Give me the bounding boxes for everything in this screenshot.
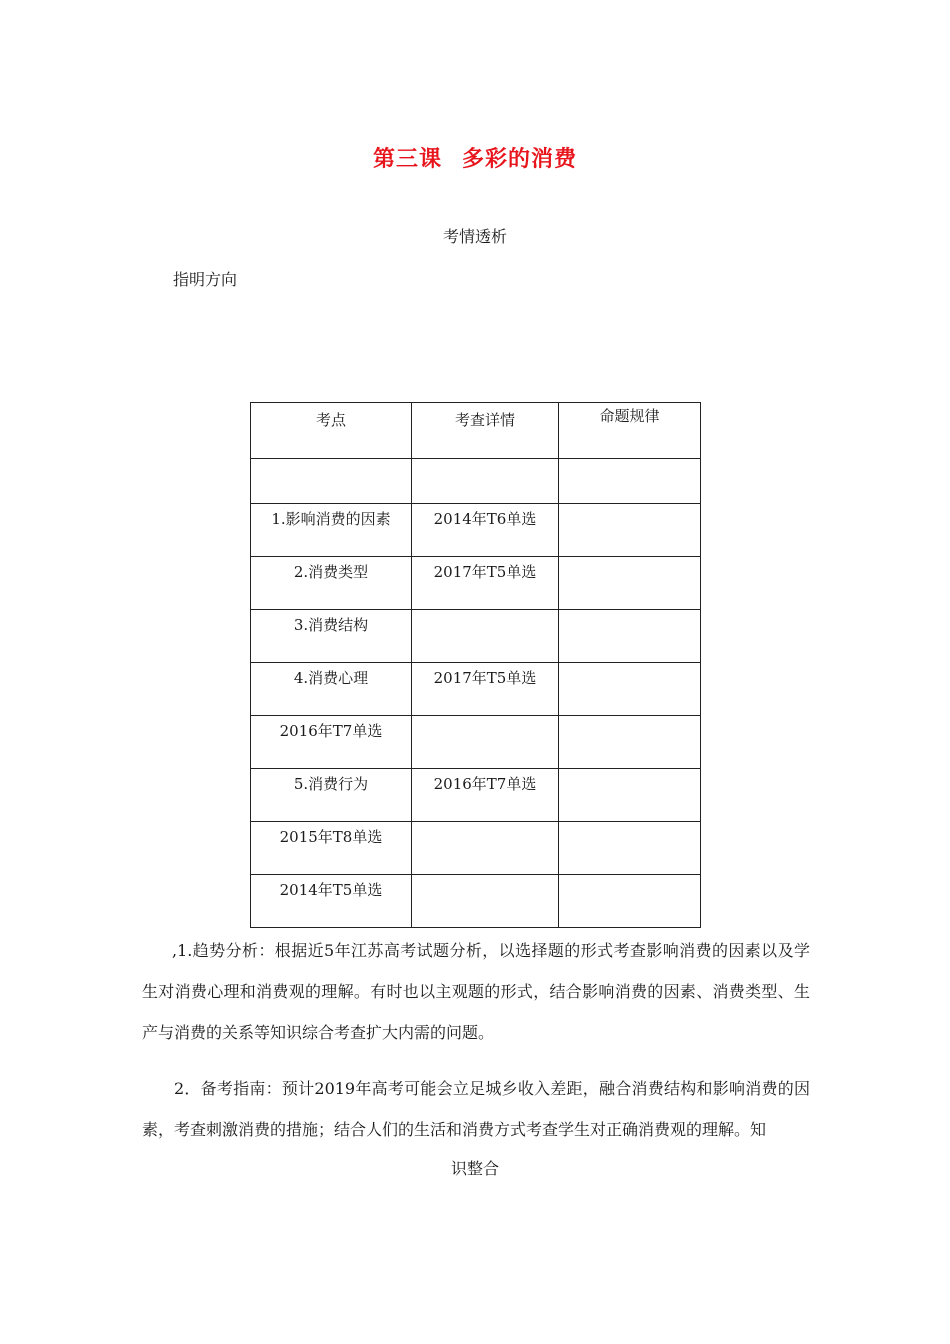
table-cell [559, 716, 701, 769]
exam-guide-paragraph: 2．备考指南：预计2019年高考可能会立足城乡收入差距，融合消费结构和影响消费的因素，考查刺激消费的措施；结合人们的生活和消费方式考查学生对正确消费观的理解。知 [142, 1079, 810, 1139]
table-cell [412, 459, 559, 504]
table-row [251, 663, 701, 716]
table-cell [559, 822, 701, 875]
table-cell [251, 459, 412, 504]
header-pattern: 命题规律 [559, 403, 701, 459]
table-row [251, 875, 701, 928]
title-lesson: 第三课 [372, 147, 442, 172]
knowledge-integration-label: 识整合 [450, 1159, 499, 1178]
table-cell [412, 716, 559, 769]
table-row [251, 822, 701, 875]
table-cell [559, 504, 701, 557]
table-cell: 4.消费心理 [251, 663, 412, 716]
header-exam-point: 考点 [251, 403, 412, 459]
table-header-row [251, 403, 701, 459]
direction-label: 指明方向 [173, 270, 238, 289]
table-cell: 2.消费类型 [251, 557, 412, 610]
table-cell [559, 769, 701, 822]
exam-points-table [250, 402, 701, 928]
table-cell: 2016年T7单选 [412, 769, 559, 822]
section-subtitle: 考情透析 [442, 227, 507, 246]
table-cell: 2016年T7单选 [251, 716, 412, 769]
table-row [251, 557, 701, 610]
table-row [251, 716, 701, 769]
table-cell: 1.影响消费的因素 [251, 504, 412, 557]
title-topic: 多彩的消费 [462, 147, 578, 172]
page-title [0, 142, 950, 173]
table-cell [412, 610, 559, 663]
table-cell: 2014年T5单选 [251, 875, 412, 928]
table-cell [412, 875, 559, 928]
table-row [251, 459, 701, 504]
table-cell [559, 459, 701, 504]
table-cell: 2017年T5单选 [412, 663, 559, 716]
table-cell: 2015年T8单选 [251, 822, 412, 875]
table-cell [559, 610, 701, 663]
table-cell: 2014年T6单选 [412, 504, 559, 557]
table-cell [559, 875, 701, 928]
table-cell [559, 557, 701, 610]
table-cell [559, 663, 701, 716]
table-row [251, 610, 701, 663]
table-cell: 2017年T5单选 [412, 557, 559, 610]
table-cell [412, 822, 559, 875]
trend-analysis-paragraph: ,1.趋势分析：根据近5年江苏高考试题分析，以选择题的形式考查影响消费的因素以及学生对消费心理和消费观的理解。有时也以主观题的形式，结合影响消费的因素、消费类型、生产与消费的关系等知识综合考查扩大内需的问题。 [142, 941, 810, 1042]
table-cell: 3.消费结构 [251, 610, 412, 663]
table-cell: 5.消费行为 [251, 769, 412, 822]
table-row [251, 769, 701, 822]
header-exam-details: 考查详情 [412, 403, 559, 459]
table-row [251, 504, 701, 557]
